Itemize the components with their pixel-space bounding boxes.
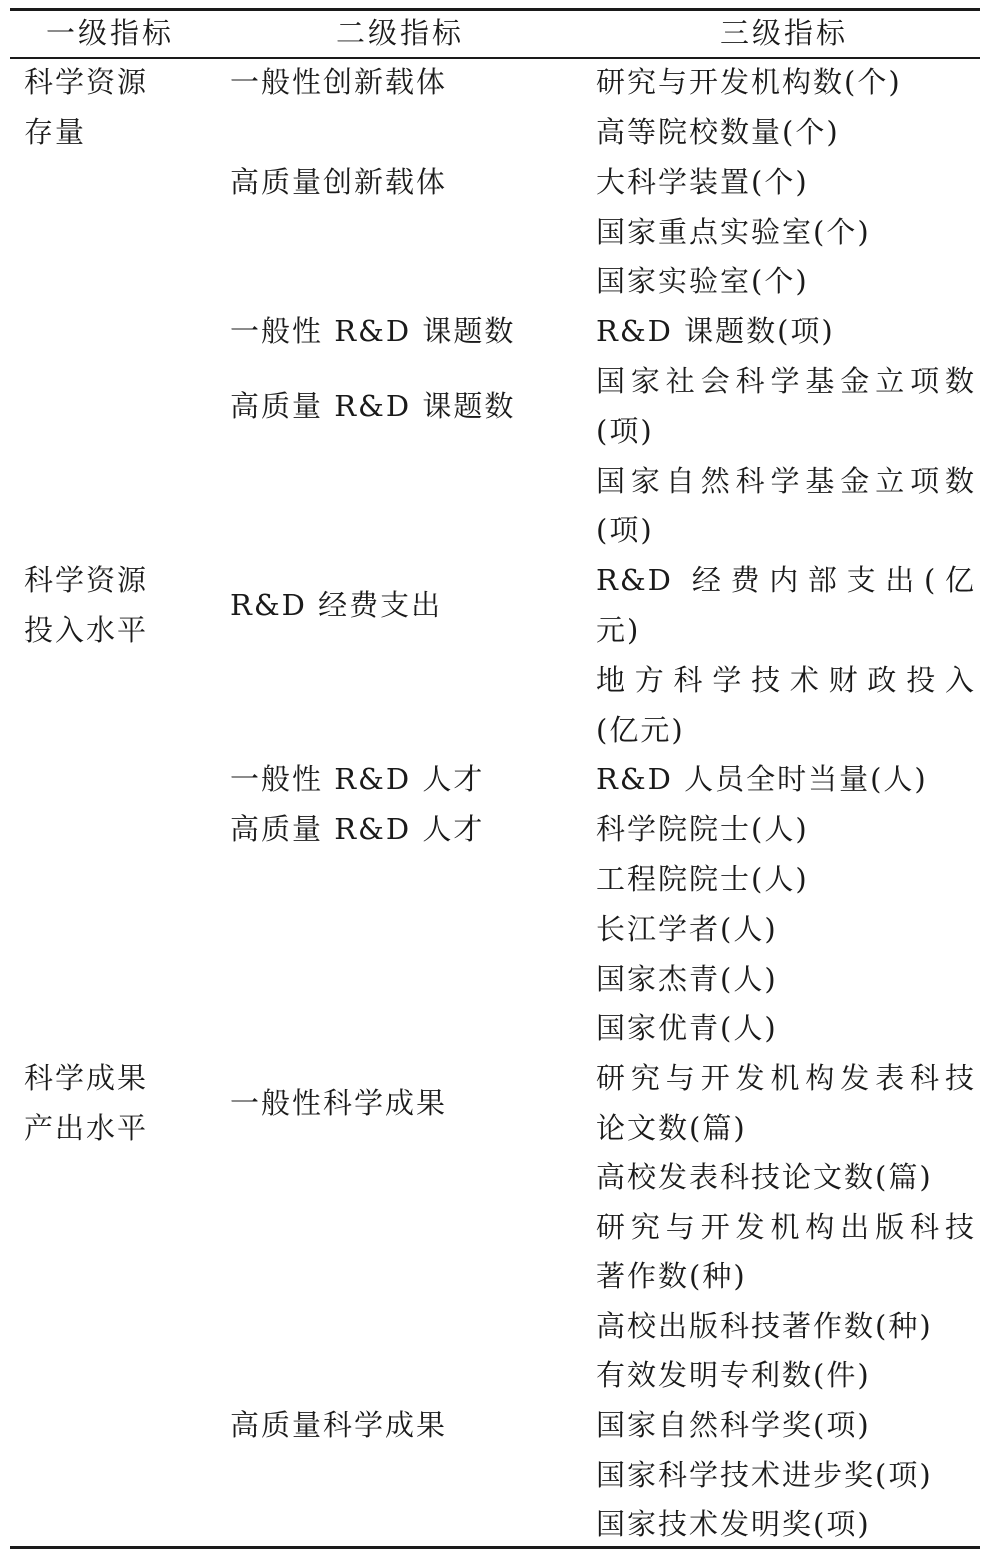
level3-cell: 研究与开发机构数(个): [596, 65, 902, 99]
level3-cell: 著作数(种): [596, 1259, 747, 1293]
level2-cell: 高质量 R&D 人才: [230, 812, 485, 846]
level1-cell: 存量: [24, 115, 87, 149]
header-level3: 三级指标: [719, 16, 848, 50]
header-level1: 一级指标: [45, 16, 174, 50]
level3-cell: (项): [596, 513, 654, 547]
level3-cell: 地方科学技术财政投入: [596, 663, 976, 697]
level3-cell: 国家科学技术进步奖(项): [596, 1458, 933, 1492]
level3-cell: 元): [596, 613, 641, 647]
table-bottom-rule: [10, 1546, 980, 1549]
level3-cell: 国家社会科学基金立项数: [596, 364, 976, 398]
level1-cell: 产出水平: [24, 1111, 149, 1145]
level3-cell: 高等院校数量(个): [596, 115, 840, 149]
level1-cell: 科学成果: [24, 1061, 149, 1095]
level2-cell: 高质量创新载体: [230, 165, 448, 199]
level3-cell: 高校发表科技论文数(篇): [596, 1160, 933, 1194]
level3-cell: (项): [596, 414, 654, 448]
level3-cell: 研究与开发机构出版科技: [596, 1210, 976, 1244]
level3-cell: 国家杰青(人): [596, 962, 778, 996]
level3-cell: (亿元): [596, 713, 685, 747]
level3-cell: 国家自然科学基金立项数: [596, 464, 976, 498]
level3-cell: R&D 人员全时当量(人): [596, 762, 928, 796]
level1-cell: 科学资源: [24, 65, 149, 99]
level2-cell: 一般性科学成果: [230, 1086, 448, 1120]
level3-cell: 有效发明专利数(件): [596, 1358, 871, 1392]
level2-cell: 一般性创新载体: [230, 65, 448, 99]
level3-cell: 国家实验室(个): [596, 264, 809, 298]
level3-cell: 国家技术发明奖(项): [596, 1507, 871, 1541]
level3-cell: 工程院院士(人): [596, 862, 809, 896]
header-level2: 二级指标: [335, 16, 464, 50]
level3-cell: 国家自然科学奖(项): [596, 1408, 871, 1442]
level3-cell: R&D 课题数(项): [596, 314, 835, 348]
level2-cell: R&D 经费支出: [230, 588, 443, 622]
level3-cell: R&D 经费内部支出(亿: [596, 563, 976, 597]
level3-cell: 科学院院士(人): [596, 812, 809, 846]
level1-cell: 科学资源: [24, 563, 149, 597]
level3-cell: 论文数(篇): [596, 1111, 747, 1145]
level1-cell: 投入水平: [24, 613, 149, 647]
level2-cell: 高质量 R&D 课题数: [230, 389, 516, 423]
level2-cell: 一般性 R&D 课题数: [230, 314, 516, 348]
level3-cell: 研究与开发机构发表科技: [596, 1061, 976, 1095]
level2-cell: 高质量科学成果: [230, 1408, 448, 1442]
level2-cell: 一般性 R&D 人才: [230, 762, 485, 796]
level3-cell: 国家优青(人): [596, 1011, 778, 1045]
level3-cell: 大科学装置(个): [596, 165, 809, 199]
level3-cell: 国家重点实验室(个): [596, 215, 871, 249]
level3-cell: 长江学者(人): [596, 912, 778, 946]
level3-cell: 高校出版科技著作数(种): [596, 1309, 933, 1343]
